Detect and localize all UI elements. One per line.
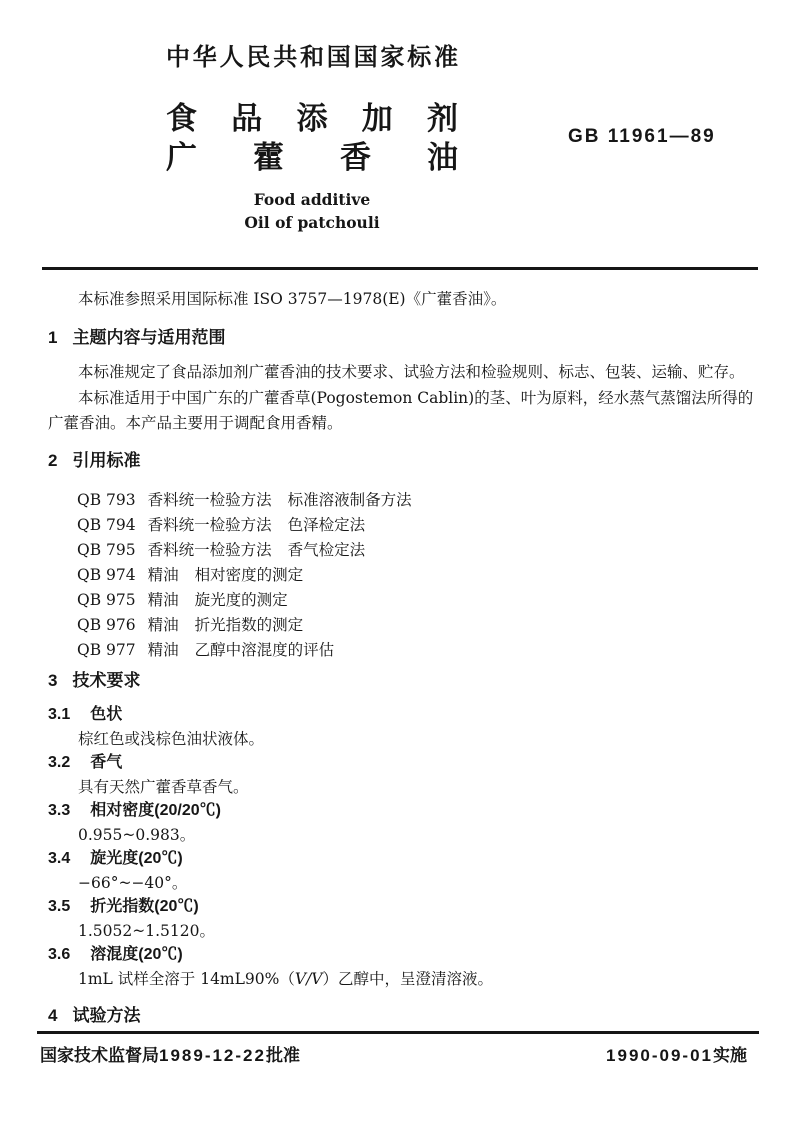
reference-category: 精油 xyxy=(147,565,179,584)
clause-title: 折光指数(20℃) xyxy=(90,897,199,915)
section-1-heading xyxy=(48,327,754,348)
standard-number: GB 11961—89 xyxy=(568,126,716,147)
reference-list xyxy=(48,488,754,663)
implementation-label: 实施 xyxy=(713,1046,747,1065)
clause-title: 旋光度(20℃) xyxy=(90,849,183,867)
reference-code: QB 976 xyxy=(77,615,136,634)
clause-heading xyxy=(48,847,754,871)
approval-org: 国家技术监督局 xyxy=(40,1046,159,1065)
clause-value xyxy=(48,967,754,991)
reference-title: 色泽检定法 xyxy=(287,515,366,534)
clause-heading xyxy=(48,895,754,919)
clause-heading xyxy=(48,943,754,967)
reference-title: 旋光度的测定 xyxy=(194,590,288,609)
clause-number: 3.4 xyxy=(48,849,71,867)
clause-value-vv: V/V xyxy=(294,969,323,988)
clause-heading xyxy=(48,751,754,775)
clause-number: 3.5 xyxy=(48,897,71,915)
reference-title: 标准溶液制备方法 xyxy=(287,490,412,509)
clause-value: 0.955~0.983。 xyxy=(78,825,196,844)
reference-item xyxy=(48,488,754,513)
clause-3-6 xyxy=(48,943,754,991)
section-2-heading xyxy=(48,450,754,471)
clause-value-pre: 1mL 试样全溶于 14mL90%（ xyxy=(78,969,295,988)
reference-category: 精油 xyxy=(147,590,179,609)
footer-implementation xyxy=(606,1041,747,1066)
clause-3-3 xyxy=(48,799,754,847)
reference-code: QB 975 xyxy=(77,590,136,609)
reference-title: 折光指数的测定 xyxy=(194,615,304,634)
clause-title: 香气 xyxy=(90,753,123,771)
reference-category: 香料统一检验方法 xyxy=(147,515,272,534)
reference-item xyxy=(48,613,754,638)
clause-number: 3.2 xyxy=(48,753,71,771)
technical-requirements xyxy=(48,703,754,991)
section-1-para-1: 本标准规定了食品添加剂广藿香油的技术要求、试验方法和检验规则、标志、包装、运输、贮存。 xyxy=(78,363,745,381)
reference-item xyxy=(48,538,754,563)
clause-number: 3.1 xyxy=(48,705,71,723)
clause-heading xyxy=(48,703,754,727)
reference-code: QB 974 xyxy=(77,565,136,584)
reference-code: QB 977 xyxy=(77,640,136,659)
reference-title: 乙醇中溶混度的评估 xyxy=(194,640,335,659)
reference-code: QB 794 xyxy=(77,515,136,534)
standard-title-en-line2: Oil of patchouli xyxy=(244,213,380,232)
section-2-number: 2 xyxy=(48,450,58,470)
clause-title: 溶混度(20℃) xyxy=(90,945,183,963)
standard-title-cn-line1: 食品添加剂 xyxy=(166,101,458,136)
clause-number: 3.6 xyxy=(48,945,71,963)
clause-value-post: ）乙醇中，呈澄清溶液。 xyxy=(322,969,493,988)
approval-date: 1989-12-22 xyxy=(159,1046,266,1065)
section-4-number: 4 xyxy=(48,1005,58,1025)
reference-category: 香料统一检验方法 xyxy=(147,540,272,559)
clause-title: 色状 xyxy=(90,705,123,723)
standard-title-cn-line2: 广藿香油 xyxy=(166,140,458,175)
clause-value: −66°~−40°。 xyxy=(78,873,188,892)
standard-title-en xyxy=(166,188,458,234)
footer-approval xyxy=(40,1041,300,1066)
document-body xyxy=(48,282,754,1026)
section-1-number: 1 xyxy=(48,328,58,347)
section-1-title: 主题内容与适用范围 xyxy=(72,328,226,347)
clause-3-4 xyxy=(48,847,754,895)
clause-title: 相对密度(20/20℃) xyxy=(90,801,221,819)
reference-category: 精油 xyxy=(147,640,179,659)
reference-category: 精油 xyxy=(147,615,179,634)
clause-value: 棕红色或浅棕色油状液体。 xyxy=(78,729,265,748)
clause-3-1 xyxy=(48,703,754,751)
intro-paragraph: 本标准参照采用国际标准 ISO 3757—1978(E)《广藿香油》。 xyxy=(78,290,507,308)
reference-title: 相对密度的测定 xyxy=(194,565,304,584)
section-2-title: 引用标准 xyxy=(72,450,141,470)
reference-code: QB 793 xyxy=(77,490,136,509)
reference-category: 香料统一检验方法 xyxy=(147,490,272,509)
implementation-date: 1990-09-01 xyxy=(606,1046,713,1065)
clause-heading xyxy=(48,799,754,823)
approval-label: 批准 xyxy=(265,1046,300,1065)
reference-item xyxy=(48,563,754,588)
reference-code: QB 795 xyxy=(77,540,136,559)
reference-item xyxy=(48,638,754,663)
clause-value: 1.5052~1.5120。 xyxy=(78,921,215,940)
clause-3-5 xyxy=(48,895,754,943)
section-3-heading xyxy=(48,670,754,691)
standard-org-title: 中华人民共和国国家标准 xyxy=(166,44,458,71)
document-footer xyxy=(40,1041,747,1066)
footer-divider xyxy=(37,1031,759,1034)
clause-number: 3.3 xyxy=(48,801,71,819)
reference-title: 香气检定法 xyxy=(287,540,366,559)
clause-value: 具有天然广藿香草香气。 xyxy=(78,777,249,796)
standard-title-cn xyxy=(166,99,458,177)
section-4-heading xyxy=(48,1005,754,1026)
section-4-title: 试验方法 xyxy=(72,1005,141,1025)
section-1-para-2: 本标准适用于中国广东的广藿香草(Pogostemon Cablin)的茎、叶为原料，经水蒸气蒸馏法所得的广藿香油。本产品主要用于调配食用香精。 xyxy=(48,388,754,432)
section-3-title: 技术要求 xyxy=(72,670,141,690)
header-divider xyxy=(42,267,758,270)
reference-item xyxy=(48,513,754,538)
standard-title-en-line1: Food additive xyxy=(253,190,371,209)
clause-3-2 xyxy=(48,751,754,799)
section-3-number: 3 xyxy=(48,670,58,690)
reference-item xyxy=(48,588,754,613)
